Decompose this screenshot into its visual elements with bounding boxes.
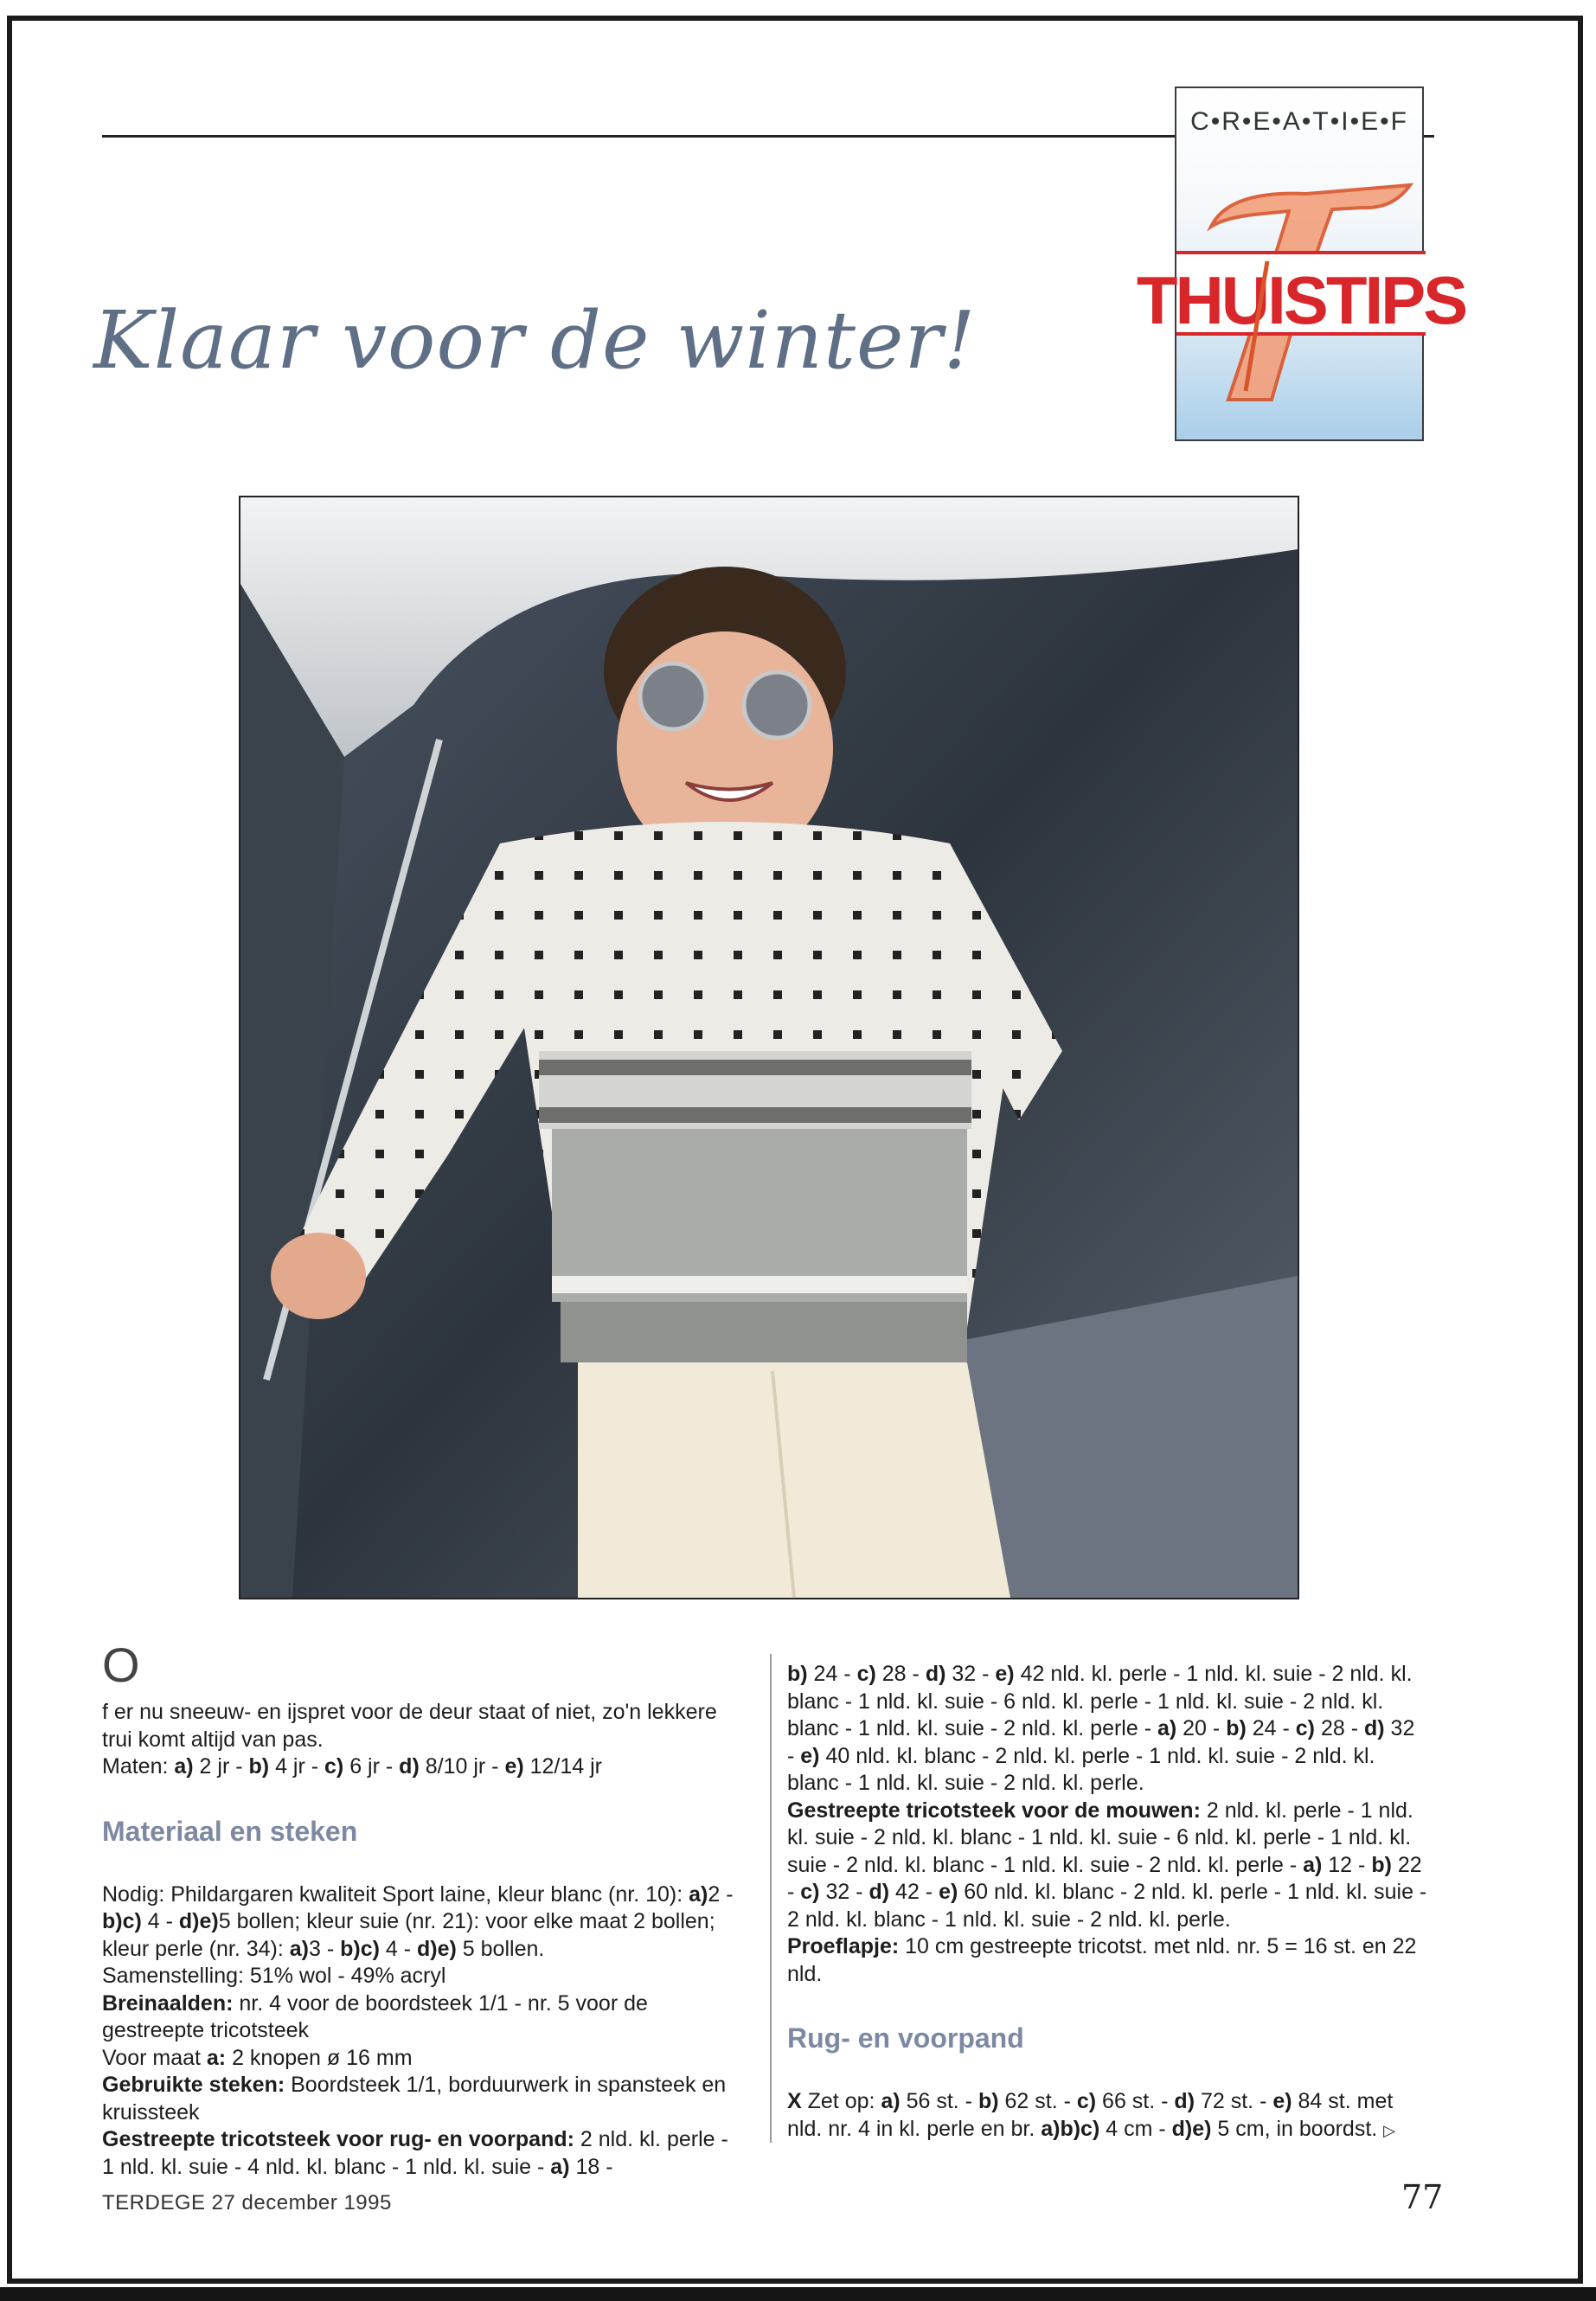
mouwen-paragraph xyxy=(787,1798,1427,1934)
stripe-text: 40 nld. kl. blanc - 2 nld. kl. perle - 1 nld. kl. suie - 2 nld. kl. blanc - 1 nld. kl. suie - 2 nld. kl. perle. xyxy=(787,1743,1375,1795)
stripe-text: 20 - xyxy=(1176,1716,1227,1740)
size-key: e) xyxy=(995,1662,1015,1686)
proeflapje-paragraph xyxy=(787,1933,1427,1988)
nodig-text: 5 bollen. xyxy=(456,1936,545,1961)
size-key: b)c) xyxy=(102,1909,142,1933)
stripe-text: 24 - xyxy=(807,1662,857,1686)
page-number: 77 xyxy=(1401,2178,1444,2216)
right-column xyxy=(787,1661,1427,2144)
size-key: c) xyxy=(1295,1716,1316,1740)
logo-graphic xyxy=(1136,88,1466,443)
size-key: c) xyxy=(1076,2089,1097,2113)
mouwen-text: 42 - xyxy=(889,1880,939,1904)
size-key: c) xyxy=(800,1880,820,1904)
breinaalden-paragraph xyxy=(102,1990,742,2045)
zet-op-text: 72 st. - xyxy=(1195,2089,1273,2113)
zet-op-text: 66 st. - xyxy=(1096,2089,1175,2113)
nodig-paragraph xyxy=(102,1881,742,1964)
zet-op-text: 56 st. - xyxy=(900,2089,978,2113)
sizes-label: Maten: xyxy=(102,1754,175,1779)
section-heading-materiaal: Materiaal en steken xyxy=(102,1815,358,1847)
footer-publication: TERDEGE 27 december 1995 xyxy=(102,2191,392,2214)
size-key: a: xyxy=(206,2045,227,2070)
size-key: d) xyxy=(869,1880,890,1904)
size-key: a) xyxy=(689,1881,708,1907)
gestreepte-paragraph xyxy=(102,2126,742,2181)
size-key: a) xyxy=(1157,1716,1177,1740)
size-key: d) xyxy=(399,1754,420,1779)
size-key: d) xyxy=(1364,1716,1385,1740)
zet-op-text: 5 cm, in boordst. xyxy=(1211,2116,1384,2141)
proeflapje-text: 10 cm gestreepte tricotst. met nld. nr. 5 = 16 st. en 22 nld. xyxy=(787,1934,1417,1986)
size-key: a) xyxy=(550,2154,570,2179)
bottom-edge-bar xyxy=(0,2287,1596,2301)
mouwen-label: Gestreepte tricotsteek voor de mouwen: xyxy=(787,1798,1201,1823)
zet-op-text: 4 cm - xyxy=(1099,2116,1172,2141)
nodig-text: 3 - xyxy=(309,1936,341,1961)
headline: Klaar voor de winter! xyxy=(93,294,977,387)
size-value: 2 jr - xyxy=(193,1754,249,1779)
stripe-text: 32 - xyxy=(945,1662,996,1686)
size-key: b)c) xyxy=(340,1936,380,1961)
size-key: c) xyxy=(856,1662,876,1686)
size-key: a) xyxy=(174,1754,194,1779)
gebruikte-text: Boordsteek 1/1, borduurwerk in spansteek en kruissteek xyxy=(102,2073,727,2125)
stripe-text: 28 - xyxy=(875,1662,926,1686)
size-key: d)e) xyxy=(1171,2116,1212,2141)
size-key: e) xyxy=(800,1743,820,1768)
nodig-text: 5 bollen; kleur suie (nr. 21): voor elke maat 2 bollen; kleur perle (nr. 34): xyxy=(102,1909,715,1961)
size-key: b) xyxy=(977,2089,999,2113)
size-key: d)e) xyxy=(178,1909,219,1933)
photo-boy-knitted-sweater xyxy=(239,496,1299,1599)
proeflapje-label: Proeflapje: xyxy=(787,1934,900,1958)
voor-maat-paragraph xyxy=(102,2045,742,2073)
gestreepte-label: Gestreepte tricotsteek voor rug- en voorpand: xyxy=(102,2127,574,2151)
creatief-thuistips-logo xyxy=(1136,87,1466,441)
size-key: b) xyxy=(787,1662,808,1686)
gestreepte-text: 18 - xyxy=(569,2154,613,2179)
size-key: b) xyxy=(1371,1852,1392,1877)
mouwen-text: 22 - xyxy=(787,1852,1422,1904)
stripe-text: 24 - xyxy=(1246,1716,1296,1740)
zet-op-text: 84 st. met nld. nr. 4 in kl. perle en br. xyxy=(787,2089,1394,2141)
nodig-text: 4 - xyxy=(379,1936,418,1961)
column-divider xyxy=(770,1654,772,2143)
zet-op-paragraph xyxy=(787,2088,1427,2144)
size-key: d)e) xyxy=(417,1936,457,1961)
size-value: 12/14 jr xyxy=(523,1754,603,1779)
size-key: a) xyxy=(289,1936,309,1961)
breinaalden-label: Breinaalden: xyxy=(102,1990,234,2016)
size-key: d) xyxy=(925,1662,946,1686)
stripe-continuation xyxy=(787,1661,1427,1798)
x-marker: X xyxy=(787,2089,802,2113)
zet-op-text: 62 st. - xyxy=(998,2089,1077,2113)
samenstelling: Samenstelling: 51% wol - 49% acryl xyxy=(102,1964,446,1988)
section-heading-rug-voorpand: Rug- en voorpand xyxy=(787,2022,1024,2054)
gebruikte-paragraph xyxy=(102,2072,742,2126)
size-value: 8/10 jr - xyxy=(419,1754,505,1779)
intro-paragraph xyxy=(102,1638,742,1753)
nodig-text: 2 - xyxy=(708,1881,734,1907)
dropcap: O xyxy=(102,1638,140,1692)
size-key: b) xyxy=(1226,1716,1247,1740)
voor-maat-text: Voor maat xyxy=(102,2045,207,2070)
gestreepte-text: 2 nld. kl. perle - 1 nld. kl. suie - 4 nld. kl. blanc - 1 nld. kl. suie - xyxy=(102,2127,728,2179)
mouwen-text: 2 nld. kl. perle - 1 nld. kl. suie - 2 nld. kl. blanc - 1 nld. kl. suie - 6 nld. kl. perle - 1 nld. kl. suie - 2 nld. kl. blanc - 1 nld. kl. suie - 2 nld. kl. perle - xyxy=(787,1798,1413,1877)
size-key: b) xyxy=(248,1754,270,1779)
stripe-text: 28 - xyxy=(1315,1716,1364,1740)
stripe-text: 32 - xyxy=(787,1716,1415,1768)
size-key: d) xyxy=(1174,2089,1195,2113)
intro-text: f er nu sneeuw- en ijspret voor de deur staat of niet, zo'n lekkere trui komt altijd van pas. xyxy=(102,1700,717,1752)
size-key: a) xyxy=(881,2089,901,2113)
logo-top-text: C•R•E•A•T•I•E•F xyxy=(1190,107,1408,136)
voor-maat-text: 2 knopen ø 16 mm xyxy=(226,2045,413,2070)
sizes-line xyxy=(102,1753,742,1781)
size-key: c) xyxy=(324,1754,344,1779)
mouwen-text: 60 nld. kl. blanc - 2 nld. kl. perle - 1 nld. kl. suie - 2 nld. kl. blanc - 1 nld. kl. suie - 2 nld. kl. perle. xyxy=(787,1880,1427,1932)
zet-op-text: Zet op: xyxy=(801,2089,881,2113)
mouwen-text: 32 - xyxy=(819,1880,869,1904)
size-key: a) xyxy=(1303,1852,1323,1877)
continue-arrow-icon: ▷ xyxy=(1383,2121,1396,2139)
size-value: 6 jr - xyxy=(343,1754,400,1779)
nodig-text: Nodig: Phildargaren kwaliteit Sport laine, kleur blanc (nr. 10): xyxy=(102,1881,689,1907)
breinaalden-text: nr. 4 voor de boordsteek 1/1 - nr. 5 voor de gestreepte tricotsteek xyxy=(102,1990,648,2042)
size-key: e) xyxy=(504,1754,524,1779)
logo-word: THUISTIPS xyxy=(1136,262,1466,338)
size-value: 4 jr - xyxy=(269,1754,325,1779)
size-key: a)b)c) xyxy=(1041,2116,1100,2141)
stripe-text: 42 nld. kl. perle - 1 nld. kl. suie - 2 nld. kl. blanc - 1 nld. kl. suie - 6 nld. kl. perle - 1 nld. kl. suie - 2 nld. kl. blanc - 1 nld. kl. suie - 2 nld. kl. perle - xyxy=(787,1662,1413,1740)
size-key: e) xyxy=(1272,2089,1292,2113)
nodig-text: 4 - xyxy=(141,1909,179,1933)
gebruikte-label: Gebruikte steken: xyxy=(102,2073,285,2097)
mouwen-text: 12 - xyxy=(1322,1852,1372,1877)
size-key: e) xyxy=(939,1880,958,1904)
left-column xyxy=(102,1638,742,2181)
